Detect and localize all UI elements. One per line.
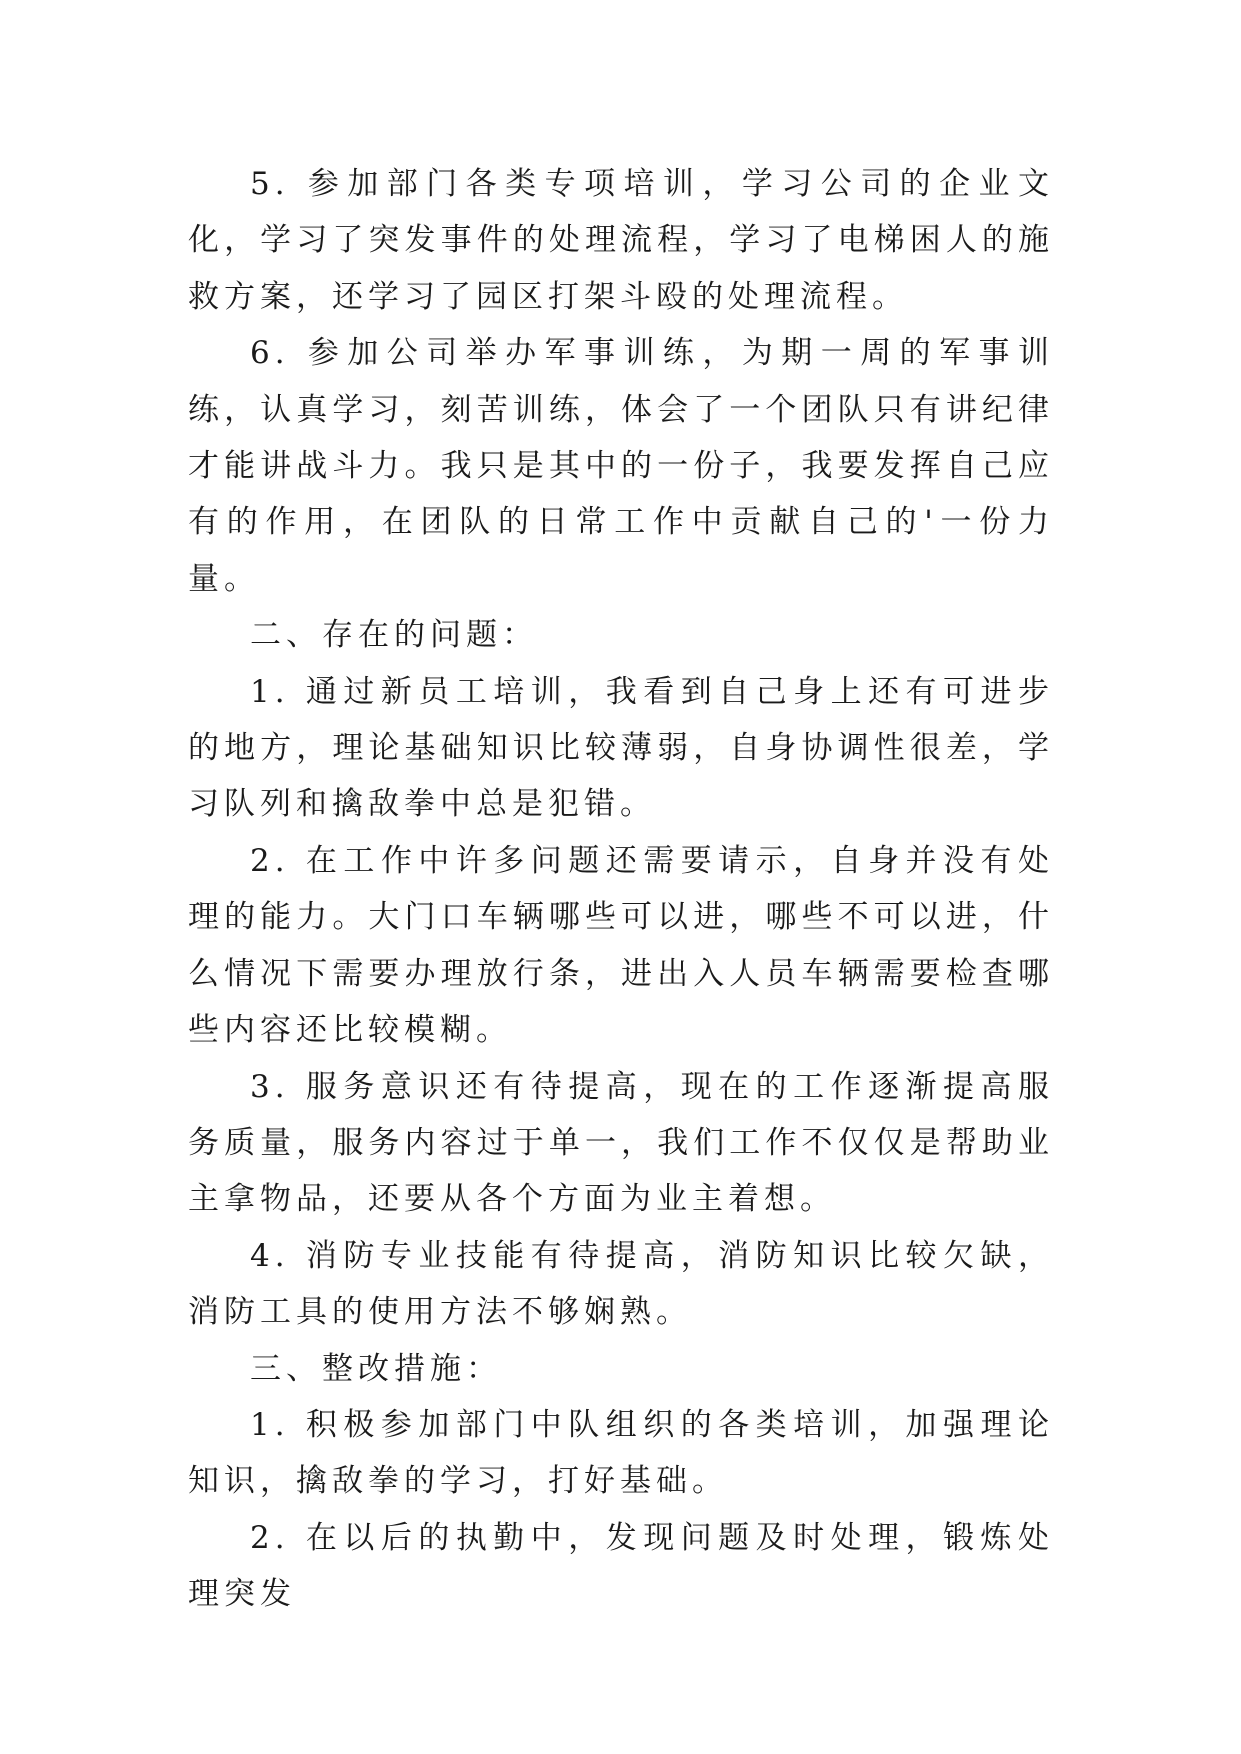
measure-item-1: 1. 积极参加部门中队组织的各类培训，加强理论知识，擒敌拳的学习，打好基础。 bbox=[188, 1406, 1054, 1500]
section-heading-problems: 二、存在的问题： bbox=[250, 617, 538, 654]
problem-item-1: 1. 通过新员工培训，我看到自己身上还有可进步的地方，理论基础知识比较薄弱，自身协调性很差，学习队列和擒敌拳中总是犯错。 bbox=[188, 673, 1054, 823]
section-heading-measures: 三、整改措施： bbox=[250, 1350, 502, 1387]
problem-item-4: 4. 消防专业技能有待提高，消防知识比较欠缺，消防工具的使用方法不够娴熟。 bbox=[188, 1237, 1054, 1331]
document-body bbox=[188, 156, 1054, 1623]
problem-item-3: 3. 服务意识还有待提高，现在的工作逐渐提高服务质量，服务内容过于单一，我们工作不仅仅是帮助业主拿物品，还要从各个方面为业主着想。 bbox=[188, 1068, 1054, 1218]
measure-item-2: 2. 在以后的执勤中，发现问题及时处理，锻炼处理突发 bbox=[188, 1519, 1054, 1613]
paragraph-item-5-training: 5. 参加部门各类专项培训，学习公司的企业文化，学习了突发事件的处理流程，学习了电梯困人的施救方案，还学习了园区打架斗殴的处理流程。 bbox=[188, 166, 1054, 315]
problem-item-2: 2. 在工作中许多问题还需要请示，自身并没有处理的能力。大门口车辆哪些可以进，哪些不可以进，什么情况下需要办理放行条，进出入人员车辆需要检查哪些内容还比较模糊。 bbox=[188, 842, 1054, 1049]
paragraph-item-6-military-training: 6. 参加公司举办军事训练，为期一周的军事训练，认真学习，刻苦训练，体会了一个团队只有讲纪律才能讲战斗力。我只是其中的一份子，我要发挥自己应有的作用，在团队的日常工作中贡献自己的'一份力量。 bbox=[188, 335, 1054, 597]
